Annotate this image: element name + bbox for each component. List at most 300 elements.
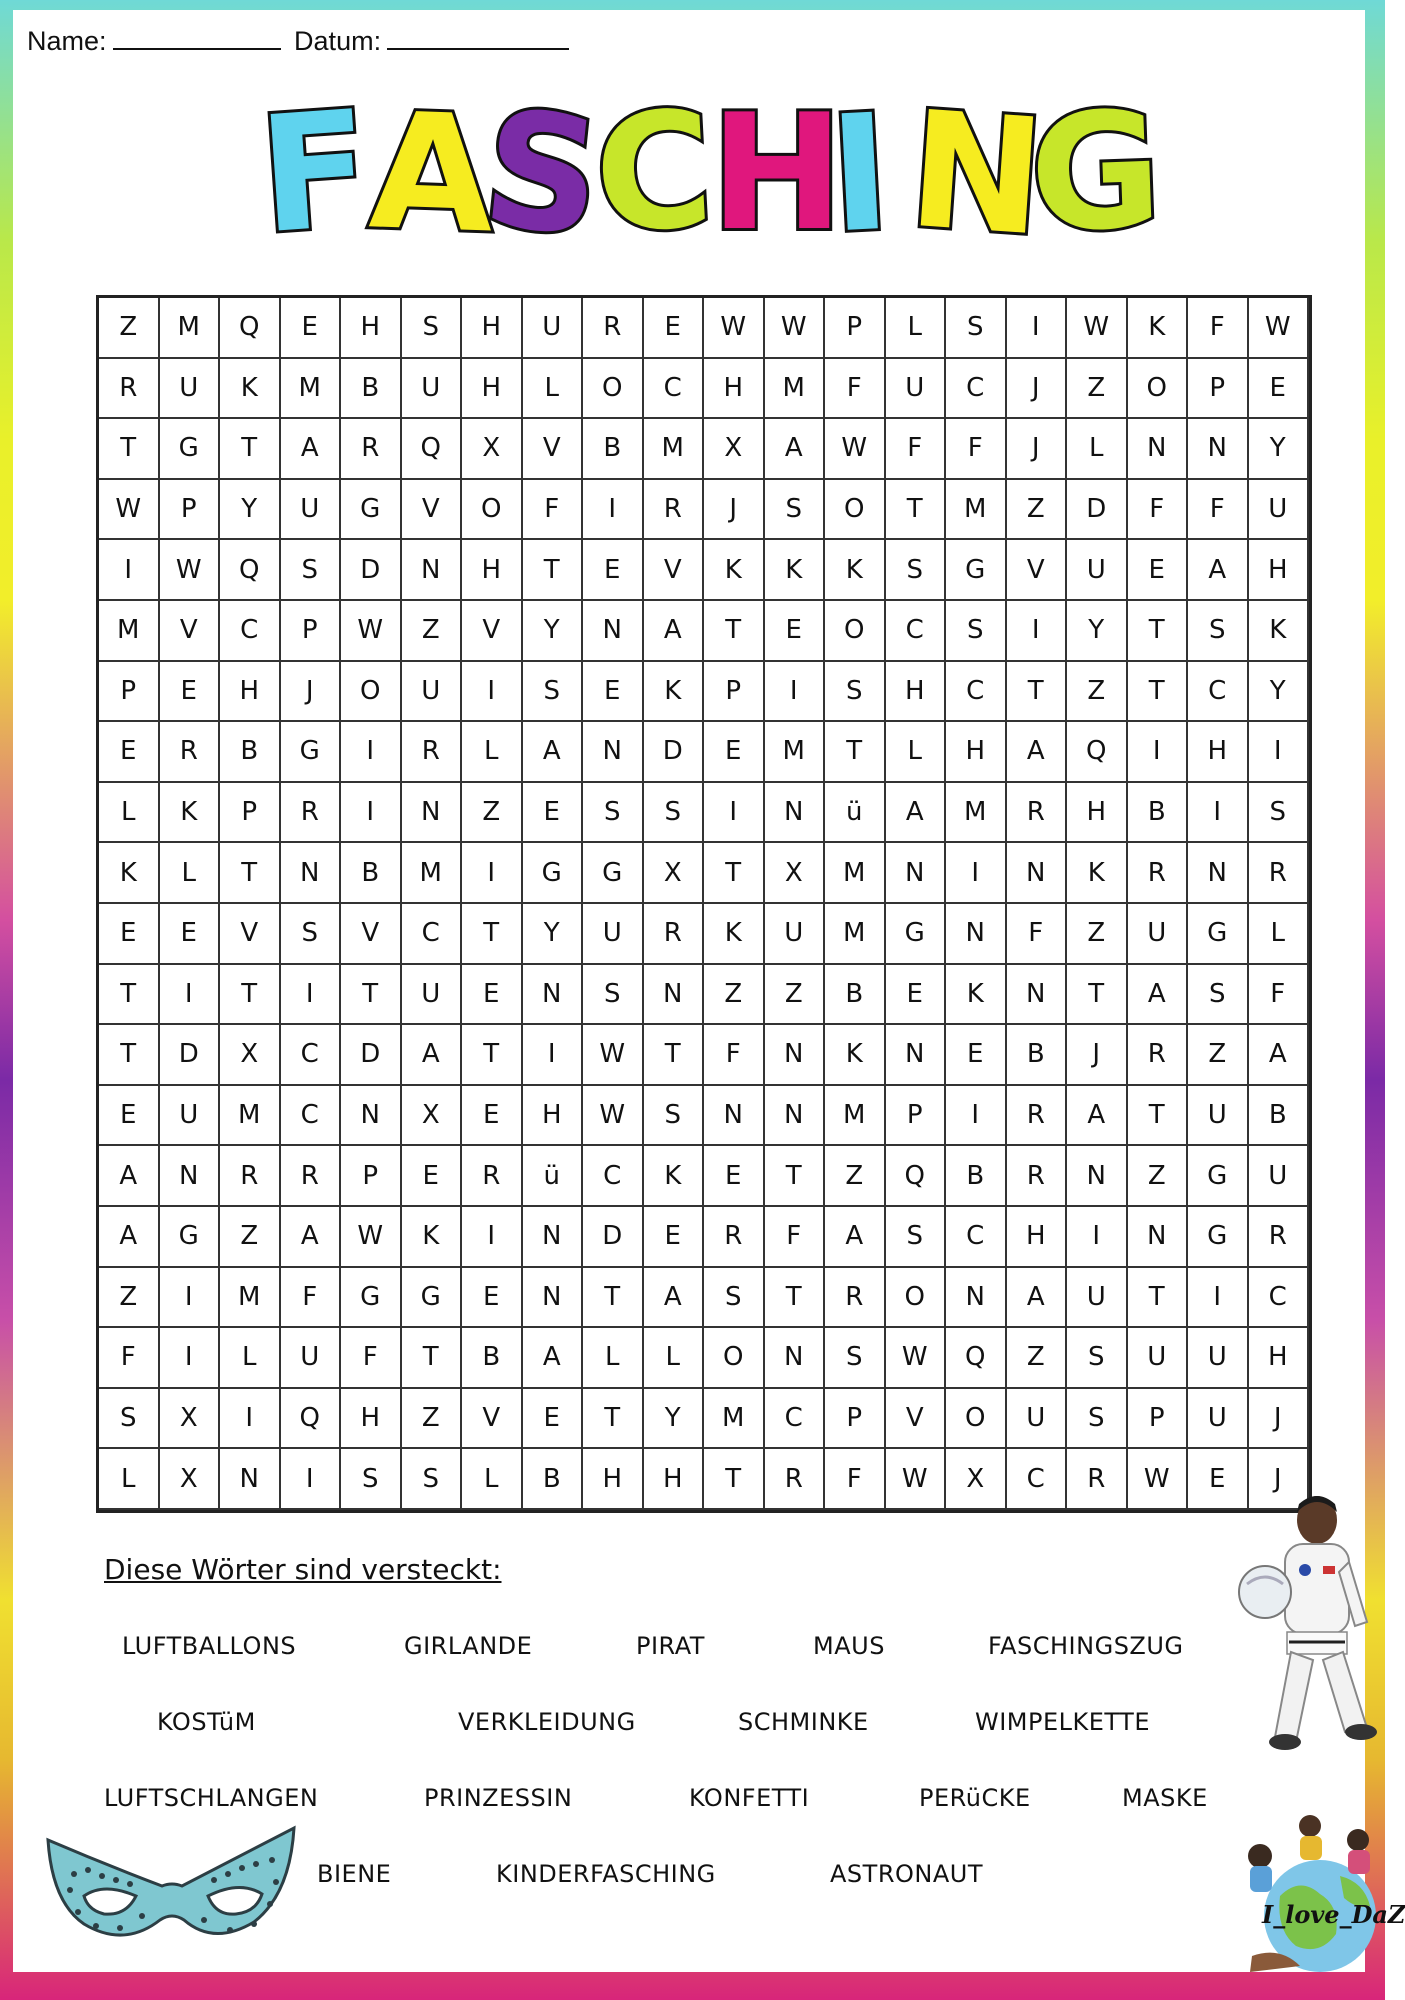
- grid-cell[interactable]: O: [462, 480, 523, 541]
- grid-cell[interactable]: T: [644, 1025, 705, 1086]
- grid-cell[interactable]: P: [704, 662, 765, 723]
- grid-cell[interactable]: F: [825, 1449, 886, 1510]
- grid-cell[interactable]: N: [644, 965, 705, 1026]
- grid-cell[interactable]: R: [1067, 1449, 1128, 1510]
- grid-cell[interactable]: A: [1007, 1268, 1068, 1329]
- grid-cell[interactable]: X: [220, 1025, 281, 1086]
- grid-cell[interactable]: U: [281, 480, 342, 541]
- grid-cell[interactable]: X: [644, 843, 705, 904]
- grid-cell[interactable]: H: [341, 298, 402, 359]
- grid-cell[interactable]: T: [402, 1328, 463, 1389]
- grid-cell[interactable]: D: [160, 1025, 221, 1086]
- grid-cell[interactable]: ü: [523, 1146, 584, 1207]
- grid-cell[interactable]: X: [402, 1086, 463, 1147]
- grid-cell[interactable]: T: [1128, 1086, 1189, 1147]
- grid-cell[interactable]: I: [704, 783, 765, 844]
- grid-cell[interactable]: S: [523, 662, 584, 723]
- grid-cell[interactable]: V: [341, 904, 402, 965]
- grid-cell[interactable]: V: [523, 419, 584, 480]
- grid-cell[interactable]: P: [1188, 359, 1249, 420]
- grid-cell[interactable]: X: [160, 1389, 221, 1450]
- grid-cell[interactable]: B: [523, 1449, 584, 1510]
- grid-cell[interactable]: A: [1249, 1025, 1310, 1086]
- grid-cell[interactable]: J: [704, 480, 765, 541]
- grid-cell[interactable]: A: [99, 1146, 160, 1207]
- grid-cell[interactable]: U: [1067, 540, 1128, 601]
- grid-cell[interactable]: S: [99, 1389, 160, 1450]
- grid-cell[interactable]: A: [644, 1268, 705, 1329]
- grid-cell[interactable]: T: [1128, 601, 1189, 662]
- grid-cell[interactable]: Y: [1249, 419, 1310, 480]
- grid-cell[interactable]: U: [160, 359, 221, 420]
- grid-cell[interactable]: N: [1188, 843, 1249, 904]
- grid-cell[interactable]: G: [1188, 904, 1249, 965]
- grid-cell[interactable]: R: [281, 783, 342, 844]
- grid-cell[interactable]: H: [946, 722, 1007, 783]
- grid-cell[interactable]: E: [160, 662, 221, 723]
- grid-cell[interactable]: Z: [99, 1268, 160, 1329]
- grid-cell[interactable]: C: [281, 1025, 342, 1086]
- grid-cell[interactable]: N: [523, 965, 584, 1026]
- grid-cell[interactable]: N: [765, 1025, 826, 1086]
- grid-cell[interactable]: U: [402, 662, 463, 723]
- grid-cell[interactable]: U: [1128, 1328, 1189, 1389]
- grid-cell[interactable]: O: [886, 1268, 947, 1329]
- grid-cell[interactable]: I: [1007, 601, 1068, 662]
- grid-cell[interactable]: R: [281, 1146, 342, 1207]
- grid-cell[interactable]: K: [765, 540, 826, 601]
- grid-cell[interactable]: L: [1067, 419, 1128, 480]
- grid-cell[interactable]: E: [765, 601, 826, 662]
- grid-cell[interactable]: W: [1128, 1449, 1189, 1510]
- grid-cell[interactable]: J: [1249, 1449, 1310, 1510]
- grid-cell[interactable]: T: [99, 1025, 160, 1086]
- grid-cell[interactable]: A: [1067, 1086, 1128, 1147]
- grid-cell[interactable]: N: [946, 1268, 1007, 1329]
- grid-cell[interactable]: M: [160, 298, 221, 359]
- grid-cell[interactable]: M: [825, 843, 886, 904]
- grid-cell[interactable]: G: [341, 480, 402, 541]
- grid-cell[interactable]: H: [220, 662, 281, 723]
- grid-cell[interactable]: N: [523, 1207, 584, 1268]
- grid-cell[interactable]: K: [946, 965, 1007, 1026]
- grid-cell[interactable]: F: [1249, 965, 1310, 1026]
- grid-cell[interactable]: E: [886, 965, 947, 1026]
- grid-cell[interactable]: N: [946, 904, 1007, 965]
- grid-cell[interactable]: G: [281, 722, 342, 783]
- grid-cell[interactable]: H: [462, 298, 523, 359]
- grid-cell[interactable]: O: [583, 359, 644, 420]
- grid-cell[interactable]: N: [765, 783, 826, 844]
- grid-cell[interactable]: W: [704, 298, 765, 359]
- grid-cell[interactable]: C: [644, 359, 705, 420]
- grid-cell[interactable]: R: [99, 359, 160, 420]
- grid-cell[interactable]: Q: [281, 1389, 342, 1450]
- grid-cell[interactable]: E: [946, 1025, 1007, 1086]
- grid-cell[interactable]: J: [1249, 1389, 1310, 1450]
- grid-cell[interactable]: R: [644, 904, 705, 965]
- grid-cell[interactable]: I: [946, 843, 1007, 904]
- grid-cell[interactable]: P: [220, 783, 281, 844]
- grid-cell[interactable]: A: [1007, 722, 1068, 783]
- grid-cell[interactable]: W: [825, 419, 886, 480]
- grid-cell[interactable]: O: [341, 662, 402, 723]
- grid-cell[interactable]: I: [1249, 722, 1310, 783]
- grid-cell[interactable]: W: [886, 1449, 947, 1510]
- grid-cell[interactable]: Y: [1067, 601, 1128, 662]
- grid-cell[interactable]: D: [1067, 480, 1128, 541]
- grid-cell[interactable]: R: [160, 722, 221, 783]
- grid-cell[interactable]: W: [765, 298, 826, 359]
- grid-cell[interactable]: H: [886, 662, 947, 723]
- grid-cell[interactable]: X: [765, 843, 826, 904]
- grid-cell[interactable]: F: [341, 1328, 402, 1389]
- grid-cell[interactable]: E: [462, 1086, 523, 1147]
- grid-cell[interactable]: M: [765, 359, 826, 420]
- grid-cell[interactable]: J: [1007, 419, 1068, 480]
- grid-cell[interactable]: Y: [220, 480, 281, 541]
- grid-cell[interactable]: N: [886, 843, 947, 904]
- grid-cell[interactable]: U: [523, 298, 584, 359]
- grid-cell[interactable]: M: [946, 480, 1007, 541]
- grid-cell[interactable]: W: [99, 480, 160, 541]
- grid-cell[interactable]: G: [886, 904, 947, 965]
- grid-cell[interactable]: M: [946, 783, 1007, 844]
- grid-cell[interactable]: N: [341, 1086, 402, 1147]
- grid-cell[interactable]: W: [341, 601, 402, 662]
- grid-cell[interactable]: I: [1007, 298, 1068, 359]
- grid-cell[interactable]: R: [1249, 843, 1310, 904]
- grid-cell[interactable]: O: [946, 1389, 1007, 1450]
- grid-cell[interactable]: T: [462, 1025, 523, 1086]
- grid-cell[interactable]: H: [1249, 1328, 1310, 1389]
- grid-cell[interactable]: S: [886, 540, 947, 601]
- grid-cell[interactable]: B: [1128, 783, 1189, 844]
- name-blank[interactable]: [113, 26, 281, 50]
- grid-cell[interactable]: P: [825, 298, 886, 359]
- grid-cell[interactable]: R: [644, 480, 705, 541]
- grid-cell[interactable]: N: [160, 1146, 221, 1207]
- grid-cell[interactable]: K: [220, 359, 281, 420]
- grid-cell[interactable]: B: [220, 722, 281, 783]
- grid-cell[interactable]: R: [704, 1207, 765, 1268]
- grid-cell[interactable]: R: [341, 419, 402, 480]
- grid-cell[interactable]: S: [825, 662, 886, 723]
- grid-cell[interactable]: T: [583, 1268, 644, 1329]
- grid-cell[interactable]: W: [1067, 298, 1128, 359]
- grid-cell[interactable]: Z: [825, 1146, 886, 1207]
- grid-cell[interactable]: K: [644, 1146, 705, 1207]
- grid-cell[interactable]: N: [1007, 965, 1068, 1026]
- grid-cell[interactable]: W: [341, 1207, 402, 1268]
- grid-cell[interactable]: M: [220, 1086, 281, 1147]
- grid-cell[interactable]: D: [644, 722, 705, 783]
- grid-cell[interactable]: L: [644, 1328, 705, 1389]
- grid-cell[interactable]: I: [160, 1268, 221, 1329]
- grid-cell[interactable]: H: [1007, 1207, 1068, 1268]
- grid-cell[interactable]: U: [1249, 480, 1310, 541]
- grid-cell[interactable]: P: [281, 601, 342, 662]
- grid-cell[interactable]: L: [1249, 904, 1310, 965]
- grid-cell[interactable]: H: [462, 540, 523, 601]
- grid-cell[interactable]: H: [644, 1449, 705, 1510]
- grid-cell[interactable]: Z: [1067, 904, 1128, 965]
- grid-cell[interactable]: R: [1007, 1086, 1068, 1147]
- grid-cell[interactable]: V: [462, 1389, 523, 1450]
- grid-cell[interactable]: I: [281, 1449, 342, 1510]
- grid-cell[interactable]: F: [704, 1025, 765, 1086]
- grid-cell[interactable]: K: [644, 662, 705, 723]
- grid-cell[interactable]: I: [160, 965, 221, 1026]
- grid-cell[interactable]: I: [946, 1086, 1007, 1147]
- grid-cell[interactable]: T: [341, 965, 402, 1026]
- grid-cell[interactable]: V: [402, 480, 463, 541]
- grid-cell[interactable]: V: [160, 601, 221, 662]
- grid-cell[interactable]: N: [704, 1086, 765, 1147]
- grid-cell[interactable]: I: [523, 1025, 584, 1086]
- grid-cell[interactable]: G: [402, 1268, 463, 1329]
- grid-cell[interactable]: O: [1128, 359, 1189, 420]
- grid-cell[interactable]: S: [1188, 965, 1249, 1026]
- grid-cell[interactable]: H: [583, 1449, 644, 1510]
- grid-cell[interactable]: D: [341, 540, 402, 601]
- grid-cell[interactable]: M: [765, 722, 826, 783]
- grid-cell[interactable]: Y: [1249, 662, 1310, 723]
- grid-cell[interactable]: A: [1128, 965, 1189, 1026]
- grid-cell[interactable]: E: [462, 1268, 523, 1329]
- grid-cell[interactable]: Z: [1067, 359, 1128, 420]
- grid-cell[interactable]: I: [1188, 1268, 1249, 1329]
- grid-cell[interactable]: U: [1188, 1389, 1249, 1450]
- grid-cell[interactable]: V: [886, 1389, 947, 1450]
- grid-cell[interactable]: B: [583, 419, 644, 480]
- grid-cell[interactable]: R: [220, 1146, 281, 1207]
- grid-cell[interactable]: S: [1188, 601, 1249, 662]
- grid-cell[interactable]: T: [704, 1449, 765, 1510]
- grid-cell[interactable]: Q: [220, 540, 281, 601]
- grid-cell[interactable]: T: [220, 419, 281, 480]
- grid-cell[interactable]: L: [160, 843, 221, 904]
- grid-cell[interactable]: T: [825, 722, 886, 783]
- grid-cell[interactable]: S: [281, 904, 342, 965]
- grid-cell[interactable]: C: [1249, 1268, 1310, 1329]
- grid-cell[interactable]: W: [160, 540, 221, 601]
- grid-cell[interactable]: M: [220, 1268, 281, 1329]
- grid-cell[interactable]: N: [583, 722, 644, 783]
- grid-cell[interactable]: G: [523, 843, 584, 904]
- grid-cell[interactable]: K: [825, 1025, 886, 1086]
- grid-cell[interactable]: A: [99, 1207, 160, 1268]
- grid-cell[interactable]: B: [946, 1146, 1007, 1207]
- date-blank[interactable]: [387, 26, 569, 50]
- grid-cell[interactable]: O: [825, 601, 886, 662]
- grid-cell[interactable]: M: [825, 1086, 886, 1147]
- grid-cell[interactable]: B: [462, 1328, 523, 1389]
- grid-cell[interactable]: U: [1007, 1389, 1068, 1450]
- grid-cell[interactable]: F: [1188, 480, 1249, 541]
- grid-cell[interactable]: S: [1067, 1389, 1128, 1450]
- grid-cell[interactable]: U: [1188, 1328, 1249, 1389]
- grid-cell[interactable]: N: [1188, 419, 1249, 480]
- grid-cell[interactable]: T: [765, 1268, 826, 1329]
- grid-cell[interactable]: R: [1007, 1146, 1068, 1207]
- grid-cell[interactable]: H: [1188, 722, 1249, 783]
- grid-cell[interactable]: K: [704, 904, 765, 965]
- grid-cell[interactable]: A: [644, 601, 705, 662]
- grid-cell[interactable]: E: [281, 298, 342, 359]
- grid-cell[interactable]: R: [583, 298, 644, 359]
- grid-cell[interactable]: C: [946, 1207, 1007, 1268]
- grid-cell[interactable]: C: [583, 1146, 644, 1207]
- grid-cell[interactable]: F: [1128, 480, 1189, 541]
- grid-cell[interactable]: D: [341, 1025, 402, 1086]
- grid-cell[interactable]: S: [402, 298, 463, 359]
- grid-cell[interactable]: I: [281, 965, 342, 1026]
- grid-cell[interactable]: Q: [946, 1328, 1007, 1389]
- grid-cell[interactable]: L: [886, 298, 947, 359]
- grid-cell[interactable]: I: [1188, 783, 1249, 844]
- grid-cell[interactable]: E: [462, 965, 523, 1026]
- grid-cell[interactable]: U: [1249, 1146, 1310, 1207]
- grid-cell[interactable]: R: [1249, 1207, 1310, 1268]
- grid-cell[interactable]: A: [765, 419, 826, 480]
- grid-cell[interactable]: I: [341, 722, 402, 783]
- grid-cell[interactable]: G: [583, 843, 644, 904]
- grid-cell[interactable]: P: [825, 1389, 886, 1450]
- grid-cell[interactable]: M: [644, 419, 705, 480]
- grid-cell[interactable]: E: [99, 722, 160, 783]
- grid-cell[interactable]: N: [402, 540, 463, 601]
- grid-cell[interactable]: V: [462, 601, 523, 662]
- grid-cell[interactable]: E: [523, 783, 584, 844]
- grid-cell[interactable]: F: [765, 1207, 826, 1268]
- grid-cell[interactable]: E: [583, 662, 644, 723]
- grid-cell[interactable]: U: [402, 359, 463, 420]
- grid-cell[interactable]: R: [462, 1146, 523, 1207]
- grid-cell[interactable]: Y: [523, 904, 584, 965]
- grid-cell[interactable]: W: [583, 1086, 644, 1147]
- grid-cell[interactable]: C: [946, 662, 1007, 723]
- grid-cell[interactable]: E: [160, 904, 221, 965]
- grid-cell[interactable]: T: [704, 601, 765, 662]
- grid-cell[interactable]: M: [402, 843, 463, 904]
- grid-cell[interactable]: O: [825, 480, 886, 541]
- grid-cell[interactable]: T: [1007, 662, 1068, 723]
- grid-cell[interactable]: Z: [220, 1207, 281, 1268]
- grid-cell[interactable]: U: [160, 1086, 221, 1147]
- grid-cell[interactable]: A: [281, 1207, 342, 1268]
- grid-cell[interactable]: D: [583, 1207, 644, 1268]
- grid-cell[interactable]: S: [402, 1449, 463, 1510]
- grid-cell[interactable]: F: [99, 1328, 160, 1389]
- grid-cell[interactable]: I: [462, 662, 523, 723]
- grid-cell[interactable]: A: [886, 783, 947, 844]
- grid-cell[interactable]: P: [1128, 1389, 1189, 1450]
- grid-cell[interactable]: I: [1128, 722, 1189, 783]
- grid-cell[interactable]: F: [1188, 298, 1249, 359]
- grid-cell[interactable]: E: [402, 1146, 463, 1207]
- grid-cell[interactable]: G: [1188, 1207, 1249, 1268]
- grid-cell[interactable]: I: [220, 1389, 281, 1450]
- grid-cell[interactable]: K: [99, 843, 160, 904]
- grid-cell[interactable]: C: [765, 1389, 826, 1450]
- grid-cell[interactable]: E: [1188, 1449, 1249, 1510]
- grid-cell[interactable]: N: [1128, 419, 1189, 480]
- grid-cell[interactable]: R: [825, 1268, 886, 1329]
- grid-cell[interactable]: T: [886, 480, 947, 541]
- grid-cell[interactable]: T: [220, 965, 281, 1026]
- grid-cell[interactable]: G: [1188, 1146, 1249, 1207]
- grid-cell[interactable]: L: [220, 1328, 281, 1389]
- grid-cell[interactable]: E: [1249, 359, 1310, 420]
- grid-cell[interactable]: U: [1188, 1086, 1249, 1147]
- grid-cell[interactable]: B: [1249, 1086, 1310, 1147]
- grid-cell[interactable]: N: [886, 1025, 947, 1086]
- grid-cell[interactable]: I: [765, 662, 826, 723]
- grid-cell[interactable]: U: [583, 904, 644, 965]
- grid-cell[interactable]: C: [402, 904, 463, 965]
- grid-cell[interactable]: F: [281, 1268, 342, 1329]
- grid-cell[interactable]: L: [99, 1449, 160, 1510]
- grid-cell[interactable]: L: [462, 1449, 523, 1510]
- grid-cell[interactable]: A: [281, 419, 342, 480]
- grid-cell[interactable]: S: [946, 298, 1007, 359]
- grid-cell[interactable]: L: [462, 722, 523, 783]
- grid-cell[interactable]: C: [886, 601, 947, 662]
- grid-cell[interactable]: U: [765, 904, 826, 965]
- grid-cell[interactable]: M: [825, 904, 886, 965]
- grid-cell[interactable]: K: [402, 1207, 463, 1268]
- grid-cell[interactable]: Z: [1007, 480, 1068, 541]
- grid-cell[interactable]: B: [341, 359, 402, 420]
- grid-cell[interactable]: Z: [765, 965, 826, 1026]
- grid-cell[interactable]: S: [644, 783, 705, 844]
- grid-cell[interactable]: K: [1067, 843, 1128, 904]
- grid-cell[interactable]: S: [1067, 1328, 1128, 1389]
- grid-cell[interactable]: E: [99, 904, 160, 965]
- grid-cell[interactable]: V: [220, 904, 281, 965]
- grid-cell[interactable]: S: [583, 965, 644, 1026]
- grid-cell[interactable]: T: [704, 843, 765, 904]
- grid-cell[interactable]: T: [1128, 662, 1189, 723]
- grid-cell[interactable]: T: [1067, 965, 1128, 1026]
- grid-cell[interactable]: Z: [402, 601, 463, 662]
- grid-cell[interactable]: A: [825, 1207, 886, 1268]
- grid-cell[interactable]: N: [281, 843, 342, 904]
- grid-cell[interactable]: L: [583, 1328, 644, 1389]
- grid-cell[interactable]: E: [523, 1389, 584, 1450]
- grid-cell[interactable]: Y: [644, 1389, 705, 1450]
- grid-cell[interactable]: K: [825, 540, 886, 601]
- grid-cell[interactable]: E: [704, 722, 765, 783]
- grid-cell[interactable]: T: [462, 904, 523, 965]
- grid-cell[interactable]: T: [220, 843, 281, 904]
- grid-cell[interactable]: N: [1067, 1146, 1128, 1207]
- grid-cell[interactable]: H: [1249, 540, 1310, 601]
- grid-cell[interactable]: I: [583, 480, 644, 541]
- grid-cell[interactable]: H: [462, 359, 523, 420]
- grid-cell[interactable]: I: [160, 1328, 221, 1389]
- grid-cell[interactable]: K: [1249, 601, 1310, 662]
- grid-cell[interactable]: N: [765, 1086, 826, 1147]
- grid-cell[interactable]: A: [523, 1328, 584, 1389]
- grid-cell[interactable]: F: [523, 480, 584, 541]
- grid-cell[interactable]: E: [99, 1086, 160, 1147]
- grid-cell[interactable]: Z: [1188, 1025, 1249, 1086]
- grid-cell[interactable]: R: [1128, 1025, 1189, 1086]
- grid-cell[interactable]: K: [704, 540, 765, 601]
- grid-cell[interactable]: T: [523, 540, 584, 601]
